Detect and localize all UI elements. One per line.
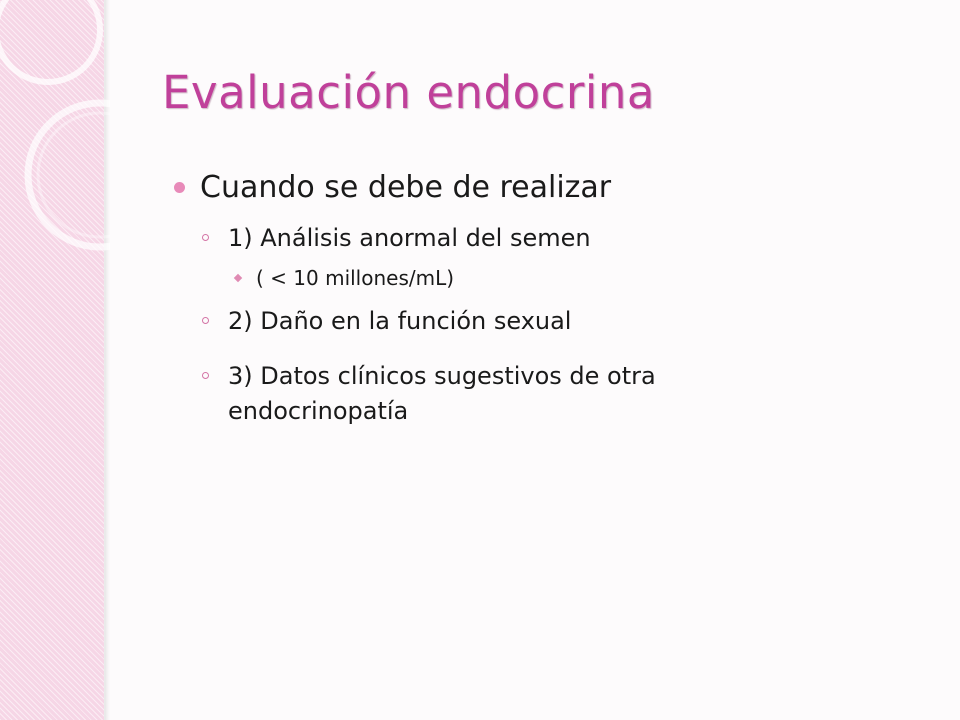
list-item-text: 3) Datos clínicos sugestivos de otra xyxy=(228,362,656,390)
list-item-text: Cuando se debe de realizar xyxy=(200,170,612,205)
list-item-text: 2) Daño en la función sexual xyxy=(228,307,572,335)
bullet-ring-icon xyxy=(202,317,209,324)
decorative-ring-middle-inner xyxy=(38,113,110,237)
bullet-diamond-icon xyxy=(234,274,242,282)
decorative-ring-top xyxy=(0,0,100,82)
bullet-dot-icon xyxy=(174,182,185,193)
slide-title: Evaluación endocrina xyxy=(162,66,655,119)
decorative-rings xyxy=(0,0,110,260)
bullet-ring-icon xyxy=(202,372,209,379)
list-item-text: endocrinopatía xyxy=(228,397,409,425)
decorative-ring-middle xyxy=(28,103,110,247)
list-item-text: 1) Análisis anormal del semen xyxy=(228,224,591,252)
list-item-text: ( < 10 millones/mL) xyxy=(256,266,455,290)
bullet-ring-icon xyxy=(202,234,209,241)
